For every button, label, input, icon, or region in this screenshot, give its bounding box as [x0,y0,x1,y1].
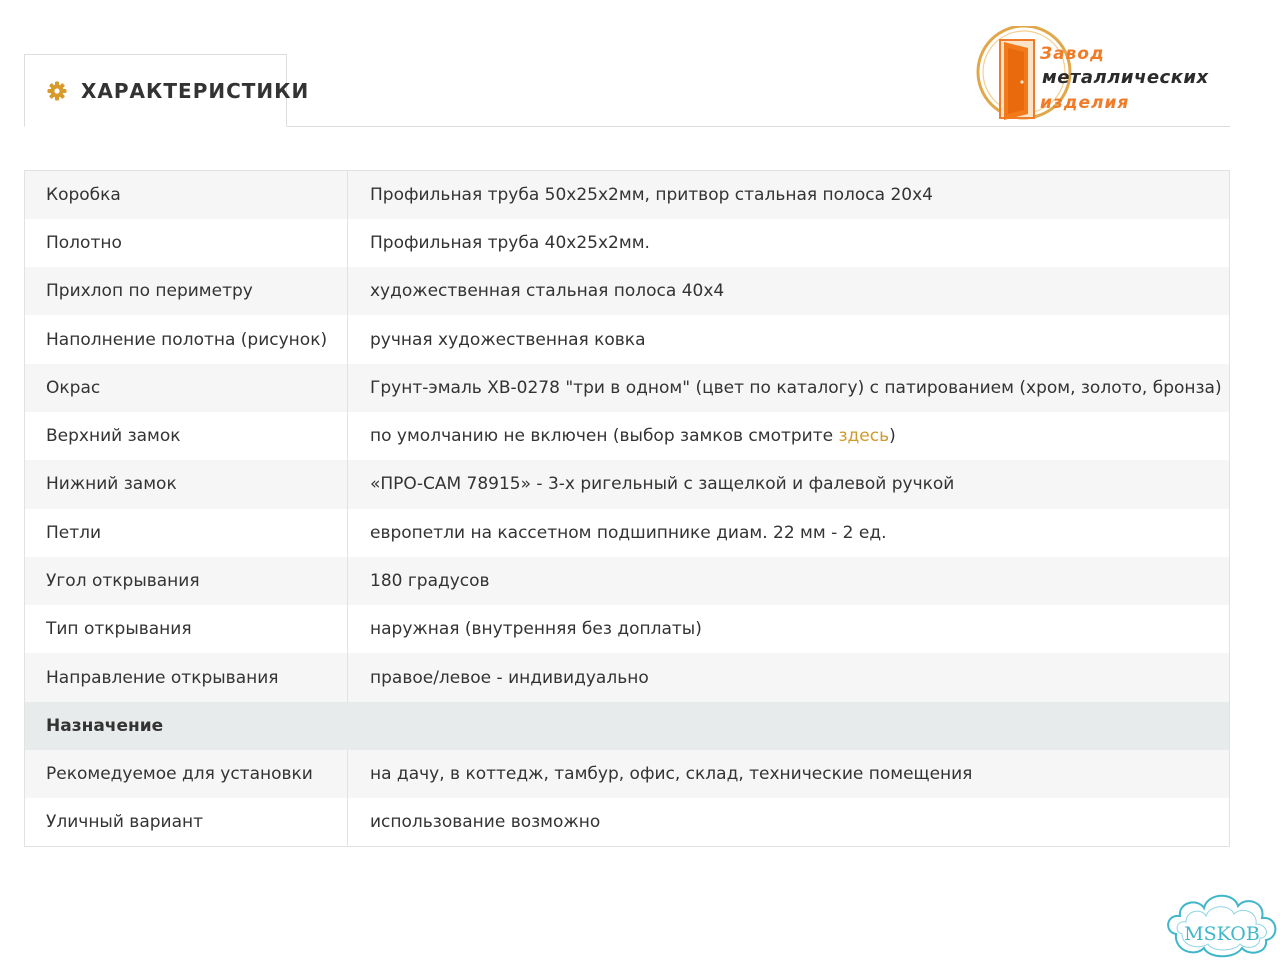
table-row [25,557,1230,605]
table-row [25,412,1230,460]
table-row [25,798,1230,846]
row-label: Рекомедуемое для установки [25,750,348,798]
row-value: Грунт-эмаль ХВ-0278 "три в одном" (цвет по каталогу) с патированием (хром, золото, бронза) [348,364,1230,412]
row-label: Наполнение полотна (рисунок) [25,315,348,363]
table-row [25,267,1230,315]
row-label: Уличный вариант [25,798,348,846]
row-label: Коробка [25,171,348,219]
row-label: Нижний замок [25,460,348,508]
row-label: Направление открывания [25,653,348,701]
section-header [25,702,1230,750]
row-value-suffix: ) [889,426,896,447]
row-value: европетли на кассетном подшипнике диам. 22 мм - 2 ед. [348,509,1230,557]
row-value: Профильная труба 40х25х2мм. [348,219,1230,267]
gear-icon [47,81,67,101]
table-row [25,460,1230,508]
table-row [25,509,1230,557]
table-row [25,605,1230,653]
table-row [25,364,1230,412]
row-value: правое/левое - индивидуально [348,653,1230,701]
row-value: «ПРО-САМ 78915» - 3-х ригельный с защелкой и фалевой ручкой [348,460,1230,508]
row-label: Тип открывания [25,605,348,653]
watermark-text: MSKOB [1184,923,1260,945]
row-value: 180 градусов [348,557,1230,605]
row-value: художественная стальная полоса 40х4 [348,267,1230,315]
tab-characteristics[interactable] [24,54,310,127]
table-row [25,315,1230,363]
row-label: Петли [25,509,348,557]
row-label: Верхний замок [25,412,348,460]
specs-table [24,170,1230,847]
logo-line-3: изделия [1040,93,1130,113]
section-title: Назначение [25,702,1230,750]
table-row [25,653,1230,701]
row-label: Прихлоп по периметру [25,267,348,315]
row-value: использование возможно [348,798,1230,846]
tab-label: ХАРАКТЕРИСТИКИ [81,78,310,103]
table-row [25,171,1230,219]
row-value: ручная художественная ковка [348,315,1230,363]
row-value [348,412,1230,460]
row-value: Профильная труба 50х25х2мм, притвор стальная полоса 20х4 [348,171,1230,219]
table-row [25,750,1230,798]
row-value: на дачу, в коттедж, тамбур, офис, склад, технические помещения [348,750,1230,798]
locks-link[interactable]: здесь [838,426,890,447]
row-value-text: по умолчанию не включен (выбор замков смотрите [370,426,839,447]
logo-line-1: Завод [1040,44,1105,64]
company-logo [972,26,1212,126]
row-label: Окрас [25,364,348,412]
row-value: наружная (внутренняя без доплаты) [348,605,1230,653]
logo-line-2: металлических [1042,67,1209,88]
row-label: Полотно [25,219,348,267]
row-label: Угол открывания [25,557,348,605]
table-row [25,219,1230,267]
watermark [1164,888,1280,960]
